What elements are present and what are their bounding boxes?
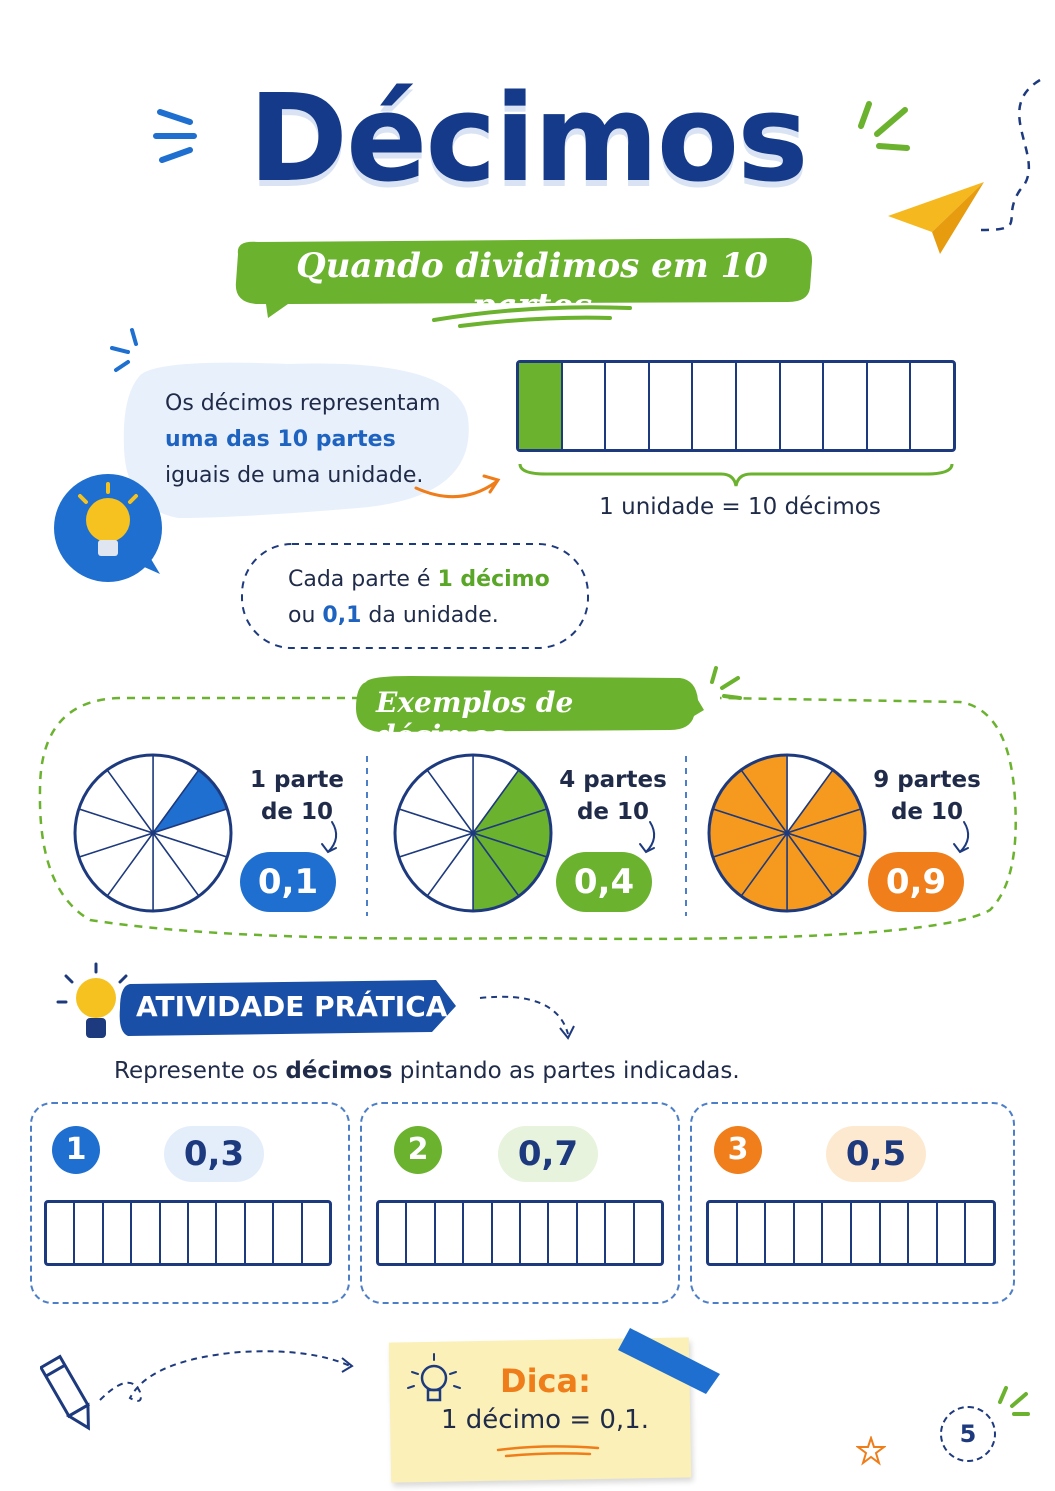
example-2-label: 4 partes de 10: [559, 767, 667, 825]
task-bar-cell[interactable]: [464, 1203, 492, 1263]
task-bar-cell[interactable]: [274, 1203, 302, 1263]
unit-bar-part: [868, 363, 912, 449]
task-bar-cell[interactable]: [104, 1203, 132, 1263]
lightbulb-circle-icon: [50, 470, 170, 590]
task-bar-cell[interactable]: [379, 1203, 407, 1263]
task-bar-cell[interactable]: [132, 1203, 160, 1263]
intro-text: Os décimos representam uma das 10 partes iguais de uma unidade.: [165, 391, 441, 488]
task-bar-cell[interactable]: [47, 1203, 75, 1263]
task-bar-cell[interactable]: [189, 1203, 217, 1263]
task-2-bar[interactable]: [376, 1200, 664, 1266]
unit-bar-part: [737, 363, 781, 449]
underline-strokes: [430, 300, 640, 330]
page-title: Décimos: [248, 70, 807, 209]
task-bar-cell[interactable]: [549, 1203, 577, 1263]
note-text: Cada parte é 1 décimo ou 0,1 da unidade.: [288, 567, 550, 628]
task-3-bar[interactable]: [706, 1200, 996, 1266]
pencil-icon: [40, 1340, 360, 1440]
unit-bar: [516, 360, 956, 452]
intro-highlight: uma das 10 partes: [165, 427, 396, 452]
spark-small-icon: [108, 326, 148, 376]
star-icon: [856, 1436, 886, 1466]
task-bar-cell[interactable]: [578, 1203, 606, 1263]
task-bar-cell[interactable]: [709, 1203, 738, 1263]
task-bar-cell[interactable]: [75, 1203, 103, 1263]
unit-bar-part: [563, 363, 607, 449]
unit-bar-part: [911, 363, 953, 449]
curved-arrow-icon: [950, 818, 978, 858]
pie-chart-3: [704, 750, 870, 916]
page-subtitle: Quando dividimos em 10 partes: [296, 246, 768, 326]
unit-bar-part: [519, 363, 563, 449]
task-bar-cell[interactable]: [217, 1203, 245, 1263]
arrow-icon: [410, 460, 510, 510]
task-bar-cell[interactable]: [738, 1203, 767, 1263]
unit-bar-part: [781, 363, 825, 449]
unit-label: 1 unidade = 10 décimos: [599, 494, 881, 520]
paper-plane-icon: [880, 70, 1050, 260]
task-bar-cell[interactable]: [521, 1203, 549, 1263]
lightbulb-small-icon: [404, 1350, 464, 1410]
task-bar-cell[interactable]: [909, 1203, 938, 1263]
task-bar-cell[interactable]: [161, 1203, 189, 1263]
pie-chart-1: [70, 750, 236, 916]
task-bar-cell[interactable]: [966, 1203, 993, 1263]
task-1-bar[interactable]: [44, 1200, 332, 1266]
curved-arrow-icon: [318, 818, 346, 858]
tape-icon: [616, 1318, 726, 1398]
example-3-value: 0,9: [868, 852, 964, 912]
task-bar-cell[interactable]: [635, 1203, 661, 1263]
task-bar-cell[interactable]: [881, 1203, 910, 1263]
task-bar-cell[interactable]: [606, 1203, 634, 1263]
task-bar-cell[interactable]: [303, 1203, 329, 1263]
task-3-number: 3: [714, 1126, 762, 1174]
task-2-number: 2: [394, 1126, 442, 1174]
task-1-value: 0,3: [164, 1126, 264, 1182]
task-3-value: 0,5: [826, 1126, 926, 1182]
task-bar-cell[interactable]: [795, 1203, 824, 1263]
task-bar-cell[interactable]: [852, 1203, 881, 1263]
unit-bar-part: [693, 363, 737, 449]
task-bar-cell[interactable]: [493, 1203, 521, 1263]
dashed-arrow-icon: [476, 990, 586, 1050]
task-bar-cell[interactable]: [766, 1203, 795, 1263]
unit-bar-part: [606, 363, 650, 449]
activity-title: ATIVIDADE PRÁTICA: [136, 990, 448, 1023]
tip-text: 1 décimo = 0,1.: [441, 1405, 649, 1435]
tip-underline: [494, 1442, 604, 1462]
task-bar-cell[interactable]: [938, 1203, 967, 1263]
curved-arrow-icon: [636, 818, 664, 858]
task-2-value: 0,7: [498, 1126, 598, 1182]
task-bar-cell[interactable]: [246, 1203, 274, 1263]
page-number: 5: [940, 1406, 996, 1462]
task-bar-cell[interactable]: [823, 1203, 852, 1263]
activity-instruction: Represente os décimos pintando as partes indicadas.: [114, 1058, 740, 1084]
spark-lines-icon: [150, 100, 210, 170]
spark-green-icon: [704, 664, 744, 704]
example-1-label: 1 parte de 10: [250, 767, 344, 825]
task-bar-cell[interactable]: [407, 1203, 435, 1263]
task-bar-cell[interactable]: [436, 1203, 464, 1263]
brace-icon: [516, 458, 956, 490]
tip-title: Dica:: [500, 1362, 591, 1400]
example-2-value: 0,4: [556, 852, 652, 912]
examples-title: Exemplos de décimos: [376, 686, 574, 752]
example-1-value: 0,1: [240, 852, 336, 912]
spark-corner-icon: [992, 1384, 1032, 1424]
pie-chart-2: [390, 750, 556, 916]
task-1-number: 1: [52, 1126, 100, 1174]
example-3-label: 9 partes de 10: [873, 767, 981, 825]
unit-bar-part: [650, 363, 694, 449]
unit-bar-part: [824, 363, 868, 449]
